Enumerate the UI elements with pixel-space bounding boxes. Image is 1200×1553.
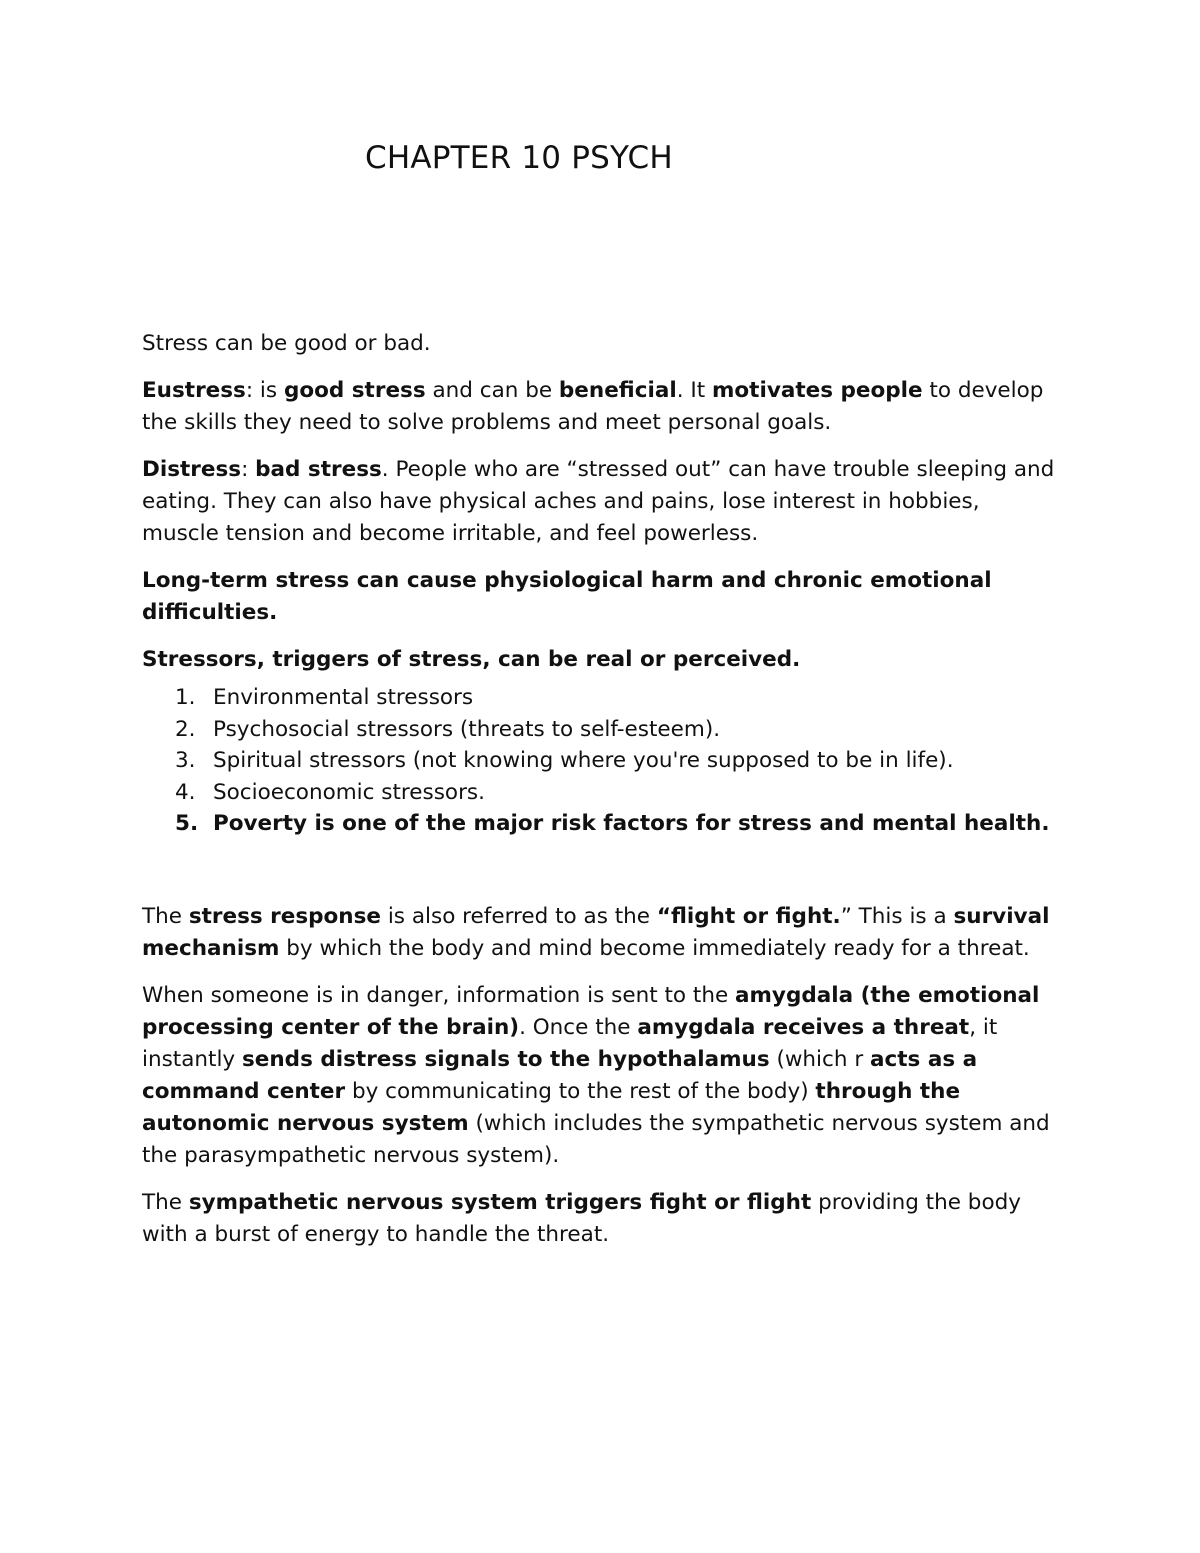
stress-response-paragraph xyxy=(142,901,1062,965)
bold-run: bad stress xyxy=(255,457,382,482)
distress-paragraph xyxy=(142,454,1062,550)
text-run: When someone is in danger, information is sent to the xyxy=(142,982,736,1008)
text-run: providing the body with a burst of energy to handle the threat. xyxy=(142,1189,1021,1247)
intro-paragraph: Stress can be good or bad. xyxy=(142,331,431,356)
list-item xyxy=(142,777,1062,809)
list-number: 1. xyxy=(175,685,196,710)
bold-run: sympathetic nervous system triggers fight or flight xyxy=(188,1189,812,1215)
bold-run: amygdala receives a threat xyxy=(637,1014,970,1040)
list-number: 5. xyxy=(175,811,199,836)
text-run: by which the body and mind become immediately ready for a threat. xyxy=(279,935,1030,961)
bold-run: motivates people xyxy=(712,378,923,403)
text-run: by communicating to the rest of the body) xyxy=(345,1078,816,1104)
text-run: : xyxy=(241,457,256,482)
list-item-text: Socioeconomic stressors. xyxy=(213,779,485,805)
text-run: , it instantly xyxy=(142,1014,998,1072)
eustress-term: Eustress xyxy=(142,378,246,403)
list-item-text: Poverty is one of the major risk factors for stress and mental health. xyxy=(213,811,1050,836)
list-number: 2. xyxy=(175,716,196,742)
text-run: to develop the skills they need to solve problems and meet personal goals. xyxy=(142,378,1044,435)
text-run: (which r xyxy=(769,1046,870,1072)
list-number: 3. xyxy=(175,748,196,773)
text-run: . It xyxy=(676,378,712,403)
text-run: ” This is a xyxy=(840,903,954,929)
long-term-paragraph xyxy=(142,565,1062,629)
spacer xyxy=(142,855,1062,901)
bold-run: beneficial xyxy=(558,378,677,403)
bold-run: survival mechanism xyxy=(142,903,1050,961)
list-number: 4. xyxy=(175,779,196,805)
amygdala-paragraph xyxy=(142,980,1062,1172)
text-run: The xyxy=(142,903,189,929)
list-item xyxy=(142,745,1062,777)
text-run: (which includes the sympathetic nervous system and the parasympathetic nervous system). xyxy=(142,1110,1050,1168)
distress-term: Distress xyxy=(142,457,242,482)
sympathetic-paragraph xyxy=(142,1187,1062,1251)
bold-run: stress response xyxy=(188,903,381,929)
bold-run: through the autonomic nervous system xyxy=(142,1078,961,1136)
list-item-text: Spiritual stressors (not knowing where you're supposed to be in life). xyxy=(213,748,954,773)
text-run: is also referred to as the xyxy=(381,903,657,929)
text-run: . Once the xyxy=(519,1014,638,1040)
list-item xyxy=(142,714,1062,746)
bold-run: “flight or fight. xyxy=(656,903,841,929)
stressors-heading xyxy=(142,644,1062,676)
list-item xyxy=(142,682,1062,714)
list-item xyxy=(142,808,1062,840)
page-title: CHAPTER 10 PSYCH xyxy=(365,140,673,176)
stressors-list xyxy=(142,682,1062,840)
bold-run: Stressors, triggers of stress, can be real or perceived. xyxy=(142,647,801,672)
bold-run: sends distress signals to the hypothalamus xyxy=(242,1046,770,1072)
text-run: : is xyxy=(245,378,284,403)
text-run: . People who are “stressed out” can have trouble sleeping and eating. They can also have physical aches and pains, lose interest in hobbies, muscle tension and become irritable, and feel powerless. xyxy=(142,457,1055,546)
bold-run: good stress xyxy=(283,378,426,403)
text-run: The xyxy=(142,1189,189,1215)
eustress-paragraph xyxy=(142,375,1062,439)
list-item-text: Psychosocial stressors (threats to self-esteem). xyxy=(213,716,721,742)
bold-run: amygdala (the emotional processing center of the brain) xyxy=(142,982,1040,1040)
bold-run: Long-term stress can cause physiological harm and chronic emotional difficulties. xyxy=(142,568,992,625)
document-body xyxy=(142,328,1062,1266)
list-item-text: Environmental stressors xyxy=(213,685,474,710)
text-run: and can be xyxy=(425,378,559,403)
bold-run: acts as a command center xyxy=(142,1046,978,1104)
